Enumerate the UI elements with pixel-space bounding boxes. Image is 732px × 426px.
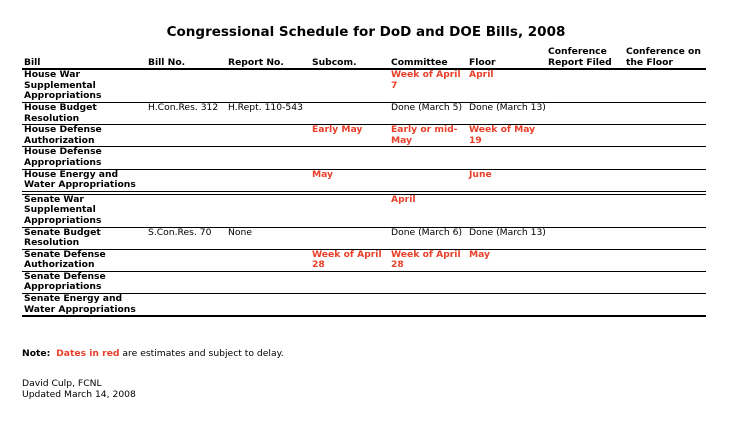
cell-conference-report-filed [546, 193, 624, 227]
credit [22, 378, 136, 400]
cell-bill-no [146, 193, 226, 227]
cell-conference-on-floor [624, 227, 706, 249]
cell-conference-report-filed [546, 147, 624, 169]
cell-conference-on-floor [624, 102, 706, 124]
column-header-report-no: Report No. [226, 47, 310, 69]
cell-conference-report-filed [546, 102, 624, 124]
cell-committee [389, 294, 467, 317]
credit-author: David Culp, FCNL [22, 378, 102, 389]
cell-bill: House Energy and Water Appropriations [22, 169, 146, 193]
cell-subcom: Week of April 28 [310, 249, 389, 271]
cell-bill: Senate Energy and Water Appropriations [22, 294, 146, 317]
cell-conference-on-floor [624, 125, 706, 147]
cell-bill: House Defense Authorization [22, 125, 146, 147]
cell-conference-on-floor [624, 294, 706, 317]
cell-subcom: Early May [310, 125, 389, 147]
cell-conference-on-floor [624, 249, 706, 271]
cell-subcom [310, 193, 389, 227]
cell-subcom [310, 147, 389, 169]
cell-conference-on-floor [624, 147, 706, 169]
cell-floor [467, 193, 546, 227]
cell-subcom [310, 227, 389, 249]
cell-floor: May [467, 249, 546, 271]
table-row [22, 69, 706, 102]
cell-conference-on-floor [624, 69, 706, 102]
table-row [22, 249, 706, 271]
cell-report-no [226, 271, 310, 293]
cell-floor: Week of May 19 [467, 125, 546, 147]
cell-floor: Done (March 13) [467, 102, 546, 124]
cell-bill: Senate War Supplemental Appropriations [22, 193, 146, 227]
cell-report-no: None [226, 227, 310, 249]
cell-floor [467, 147, 546, 169]
table-row [22, 102, 706, 124]
note-highlight: Dates in red [56, 348, 120, 359]
cell-committee [389, 147, 467, 169]
cell-report-no [226, 169, 310, 193]
table-row [22, 227, 706, 249]
cell-bill-no [146, 69, 226, 102]
schedule-table [22, 47, 706, 317]
cell-bill: Senate Defense Appropriations [22, 271, 146, 293]
note [22, 348, 284, 359]
table-row [22, 169, 706, 193]
cell-bill-no [146, 125, 226, 147]
column-header-floor: Floor [467, 47, 546, 69]
cell-floor: Done (March 13) [467, 227, 546, 249]
cell-bill-no: S.Con.Res. 70 [146, 227, 226, 249]
cell-conference-report-filed [546, 69, 624, 102]
page-title: Congressional Schedule for DoD and DOE Bills, 2008 [166, 24, 566, 40]
cell-subcom [310, 102, 389, 124]
cell-subcom [310, 69, 389, 102]
cell-subcom: May [310, 169, 389, 193]
column-header-bill: Bill [22, 47, 146, 69]
cell-bill: House War Supplemental Appropriations [22, 69, 146, 102]
cell-report-no [226, 147, 310, 169]
cell-report-no: H.Rept. 110-543 [226, 102, 310, 124]
column-header-conference-on-floor: Conference on the Floor [624, 47, 706, 69]
cell-bill: Senate Budget Resolution [22, 227, 146, 249]
note-label: Note: [22, 348, 51, 359]
cell-floor [467, 294, 546, 317]
table-header-row [22, 47, 706, 69]
cell-conference-report-filed [546, 294, 624, 317]
cell-floor: June [467, 169, 546, 193]
credit-updated: Updated March 14, 2008 [22, 389, 136, 400]
cell-report-no [226, 294, 310, 317]
column-header-subcom: Subcom. [310, 47, 389, 69]
cell-committee: Done (March 6) [389, 227, 467, 249]
cell-report-no [226, 249, 310, 271]
cell-conference-report-filed [546, 249, 624, 271]
cell-bill: House Budget Resolution [22, 102, 146, 124]
cell-report-no [226, 193, 310, 227]
column-header-bill-no: Bill No. [146, 47, 226, 69]
cell-bill-no [146, 249, 226, 271]
cell-floor: April [467, 69, 546, 102]
table-row [22, 147, 706, 169]
table-row [22, 271, 706, 293]
cell-committee [389, 169, 467, 193]
cell-report-no [226, 69, 310, 102]
cell-bill-no [146, 147, 226, 169]
cell-conference-on-floor [624, 193, 706, 227]
table-row [22, 193, 706, 227]
table-row [22, 125, 706, 147]
cell-subcom [310, 294, 389, 317]
cell-conference-report-filed [546, 227, 624, 249]
cell-bill-no [146, 169, 226, 193]
cell-conference-report-filed [546, 271, 624, 293]
cell-conference-report-filed [546, 125, 624, 147]
cell-bill-no [146, 294, 226, 317]
table-row [22, 294, 706, 317]
cell-bill: House Defense Appropriations [22, 147, 146, 169]
cell-committee: Early or mid-May [389, 125, 467, 147]
cell-subcom [310, 271, 389, 293]
cell-committee [389, 271, 467, 293]
cell-conference-on-floor [624, 169, 706, 193]
cell-bill-no [146, 271, 226, 293]
column-header-conference-report-filed: Conference Report Filed [546, 47, 624, 69]
cell-conference-report-filed [546, 169, 624, 193]
cell-bill-no: H.Con.Res. 312 [146, 102, 226, 124]
column-header-committee: Committee [389, 47, 467, 69]
cell-committee: Done (March 5) [389, 102, 467, 124]
cell-bill: Senate Defense Authorization [22, 249, 146, 271]
cell-committee: April [389, 193, 467, 227]
note-text: are estimates and subject to delay. [122, 348, 284, 359]
cell-committee: Week of April 28 [389, 249, 467, 271]
cell-conference-on-floor [624, 271, 706, 293]
cell-floor [467, 271, 546, 293]
cell-report-no [226, 125, 310, 147]
cell-committee: Week of April 7 [389, 69, 467, 102]
